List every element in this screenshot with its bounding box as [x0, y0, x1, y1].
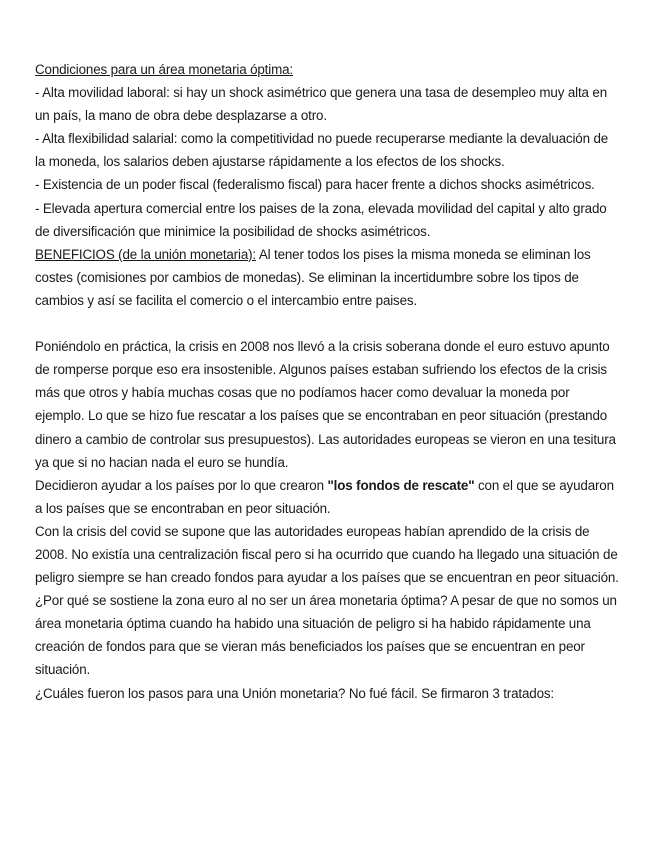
paragraph-apertura-comercial: - Elevada apertura comercial entre los paises de la zona, elevada movilidad del capital y alto grado de diversificación que minimice la posibilidad de shocks asimétricos. [35, 200, 607, 239]
document-page [35, 58, 620, 705]
paragraph-flexibilidad-salarial: - Alta flexibilidad salarial: como la competitividad no puede recuperarse mediante la devaluación de la moneda, los salarios deben ajustarse rápidamente a los efectos de los shocks. [35, 131, 609, 170]
rescate-post: con el que se ayudaron a los países que se encontraban en peor situación. [35, 477, 614, 516]
beneficios-text: Al tener todos los pises la misma moneda se eliminan los costes (comisiones por cambios de monedas). Se eliminan la incertidumbre sobre los tipos de cambios y así se facilita el comercio o el intercambio entre paises. [35, 246, 591, 308]
paragraph-beneficios [35, 243, 620, 312]
beneficios-label: BENEFICIOS (de la unión monetaria): [35, 246, 256, 262]
paragraph-fondos-rescate [35, 474, 620, 520]
blank-line [35, 312, 620, 335]
paragraph-movilidad-laboral: - Alta movilidad laboral: si hay un shock asimétrico que genera una tasa de desempleo muy alta en un país, la mano de obra debe desplazarse a otro. [35, 85, 607, 124]
rescate-bold: "los fondos de rescate" [327, 477, 475, 493]
paragraph-poder-fiscal: - Existencia de un poder fiscal (federalismo fiscal) para hacer frente a dichos shocks asimétricos. [35, 177, 595, 193]
rescate-pre: Decidieron ayudar a los países por lo que crearon [35, 477, 328, 493]
paragraph-crisis-covid: Con la crisis del covid se supone que las autoridades europeas habían aprendido de la crisis de 2008. No existía una centralización fiscal pero si ha ocurrido que cuando ha llegado una situación de peligro siempre se han creado fondos para ayudar a los países que se encuentran en peor situación. [35, 523, 619, 586]
heading-condiciones: Condiciones para un área monetaria óptima: [35, 62, 293, 77]
paragraph-pregunta-union: ¿Cuáles fueron los pasos para una Unión monetaria? No fué fácil. Se firmaron 3 tratados: [35, 685, 554, 701]
paragraph-pregunta-zona-euro: ¿Por qué se sostiene la zona euro al no ser un área monetaria óptima? A pesar de que no somos un área monetaria óptima cuando ha habido una situación de peligro si ha habido rápidamente una creación de fondos para que se vieran más beneficiados los países que se encuentran en peor situación. [35, 593, 617, 678]
paragraph-crisis-2008: Poniéndolo en práctica, la crisis en 2008 nos llevó a la crisis soberana donde el euro estuvo apunto de romperse porque eso era insostenible. Algunos países estaban sufriendo los efectos de la crisis más que otros y había muchas cosas que no podíamos hacer como devaluar la moneda por ejemplo. Lo que se hizo fue rescatar a los países que se encontraban en peor situación (prestando dinero a cambio de controlar sus presupuestos). Las autoridades europeas se vieron en una tesitura ya que si no hacian nada el euro se hundía. [35, 339, 616, 470]
